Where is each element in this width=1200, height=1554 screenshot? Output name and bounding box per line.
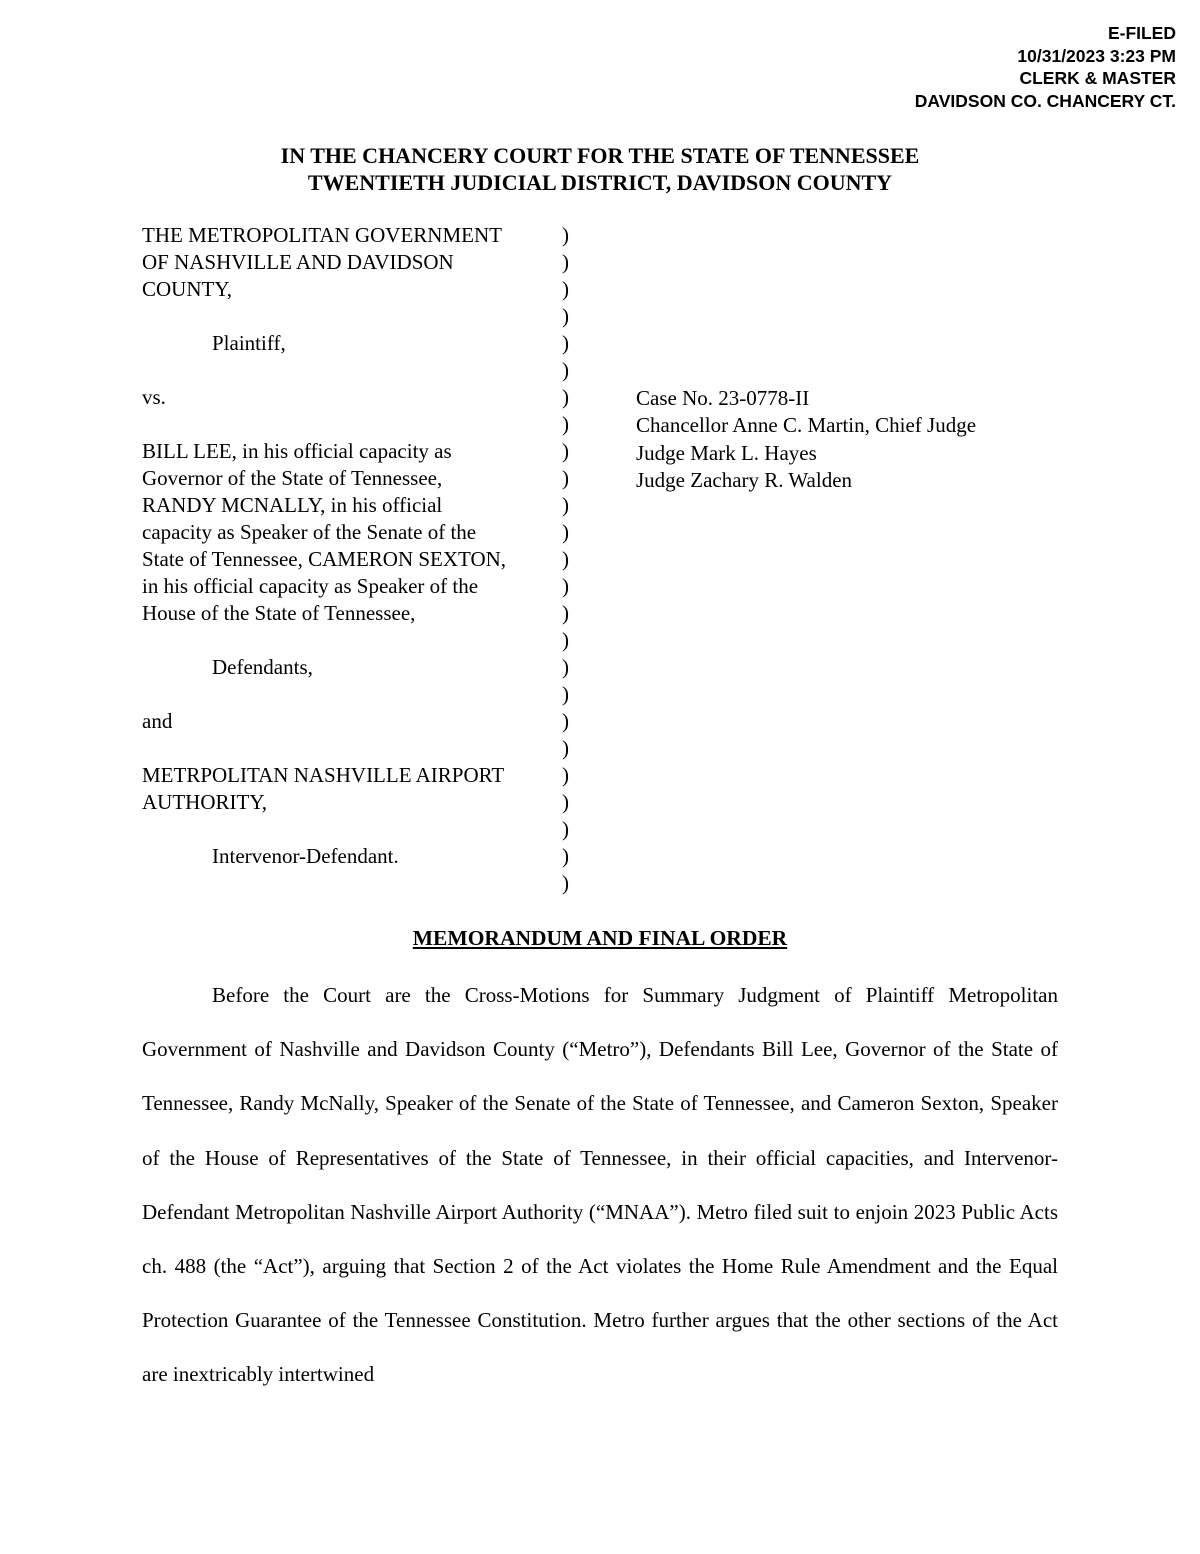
plaintiff-name-line: THE METROPOLITAN GOVERNMENT xyxy=(142,223,502,247)
case-info xyxy=(636,385,1156,494)
defendant-name-line: House of the State of Tennessee, xyxy=(142,601,416,625)
caption-spacer xyxy=(142,816,562,843)
judge-chancellor: Chancellor Anne C. Martin, Chief Judge xyxy=(636,413,977,438)
caption-parenthesis: ) xyxy=(562,763,569,787)
defendant-name-line: capacity as Speaker of the Senate of the xyxy=(142,520,477,544)
conjunction-label: and xyxy=(142,709,173,733)
body-paragraph: Before the Court are the Cross-Motions for Summary Judgment of Plaintiff Metropolitan Government of Nashville and Davidson County (“Metro”), Defendants Bill Lee, Governor of the State of Tennessee, Randy McNally, Speaker of the Senate of the State of Tennessee, and Cameron Sexton, Speaker of the House of Representatives of the State of Tennessee, in their official capacities, and Intervenor-Defendant Metropolitan Nashville Airport Authority (“MNAA”). Metro filed suit to enjoin 2023 Public Acts ch. 488 (the “Act”), arguing that Section 2 of the Act violates the Home Rule Amendment and the Equal Protection Guarantee of the Tennessee Constitution. Metro further argues that the other sections of the Act are inextricably intertwined xyxy=(142,983,1058,1387)
caption-parenthesis: ) xyxy=(562,466,569,490)
intervenor-name-line: AUTHORITY, xyxy=(142,790,268,814)
intervenor-role: Intervenor-Defendant. xyxy=(212,844,399,868)
caption-parenthesis: ) xyxy=(562,358,569,382)
defendant-name-line: in his official capacity as Speaker of the xyxy=(142,574,479,598)
court-heading-line2: TWENTIETH JUDICIAL DISTRICT, DAVIDSON COUNTY xyxy=(307,170,893,195)
caption-parenthesis: ) xyxy=(562,493,569,517)
caption-parenthesis: ) xyxy=(562,385,569,409)
case-number: Case No. 23-0778-II xyxy=(636,386,810,410)
caption-parenthesis: ) xyxy=(562,520,569,544)
caption-parenthesis-column xyxy=(562,222,582,897)
caption-spacer xyxy=(142,411,562,438)
stamp-court: DAVIDSON CO. CHANCERY CT. xyxy=(914,90,1176,111)
judge-name: Judge Mark L. Hayes xyxy=(636,440,817,465)
caption-parenthesis: ) xyxy=(562,439,569,463)
caption-parenthesis: ) xyxy=(562,601,569,625)
stamp-efiled: E-FILED xyxy=(1107,23,1176,43)
defendant-name-line: Governor of the State of Tennessee, xyxy=(142,466,443,490)
court-heading xyxy=(0,142,1200,196)
caption-parenthesis: ) xyxy=(562,736,569,760)
stamp-clerk: CLERK & MASTER xyxy=(1019,68,1176,88)
judge-name: Judge Zachary R. Walden xyxy=(636,467,853,492)
caption-parenthesis: ) xyxy=(562,304,569,328)
caption-parenthesis: ) xyxy=(562,655,569,679)
caption-parenthesis: ) xyxy=(562,223,569,247)
defendant-name-line: State of Tennessee, CAMERON SEXTON, xyxy=(142,547,507,571)
caption-parenthesis: ) xyxy=(562,574,569,598)
plaintiff-role: Plaintiff, xyxy=(212,331,286,355)
court-heading-line1: IN THE CHANCERY COURT FOR THE STATE OF TENNESSEE xyxy=(280,143,920,168)
stamp-datetime: 10/31/2023 3:23 PM xyxy=(1017,45,1176,66)
caption-parenthesis: ) xyxy=(562,628,569,652)
caption-parenthesis: ) xyxy=(562,871,569,895)
document-title: MEMORANDUM AND FINAL ORDER xyxy=(412,926,788,950)
caption-parenthesis: ) xyxy=(562,412,569,436)
caption-parenthesis: ) xyxy=(562,817,569,841)
caption-parenthesis: ) xyxy=(562,844,569,868)
caption-spacer xyxy=(142,735,562,762)
versus-label: vs. xyxy=(142,385,166,409)
caption-parenthesis: ) xyxy=(562,709,569,733)
caption-spacer xyxy=(142,627,562,654)
efiled-stamp xyxy=(915,22,1176,112)
plaintiff-name-line: OF NASHVILLE AND DAVIDSON xyxy=(142,250,454,274)
defendant-role: Defendants, xyxy=(212,655,313,679)
caption-parenthesis: ) xyxy=(562,277,569,301)
caption-parenthesis: ) xyxy=(562,682,569,706)
caption-spacer xyxy=(142,357,562,384)
caption-spacer xyxy=(142,303,562,330)
case-caption-parties xyxy=(142,222,562,870)
defendant-name-line: BILL LEE, in his official capacity as xyxy=(142,439,452,463)
caption-parenthesis: ) xyxy=(562,250,569,274)
intervenor-name-line: METRPOLITAN NASHVILLE AIRPORT xyxy=(142,763,505,787)
caption-parenthesis: ) xyxy=(562,331,569,355)
caption-spacer xyxy=(142,681,562,708)
defendant-name-line: RANDY MCNALLY, in his official xyxy=(142,493,443,517)
caption-parenthesis: ) xyxy=(562,790,569,814)
caption-parenthesis: ) xyxy=(562,547,569,571)
plaintiff-name-line: COUNTY, xyxy=(142,277,233,301)
